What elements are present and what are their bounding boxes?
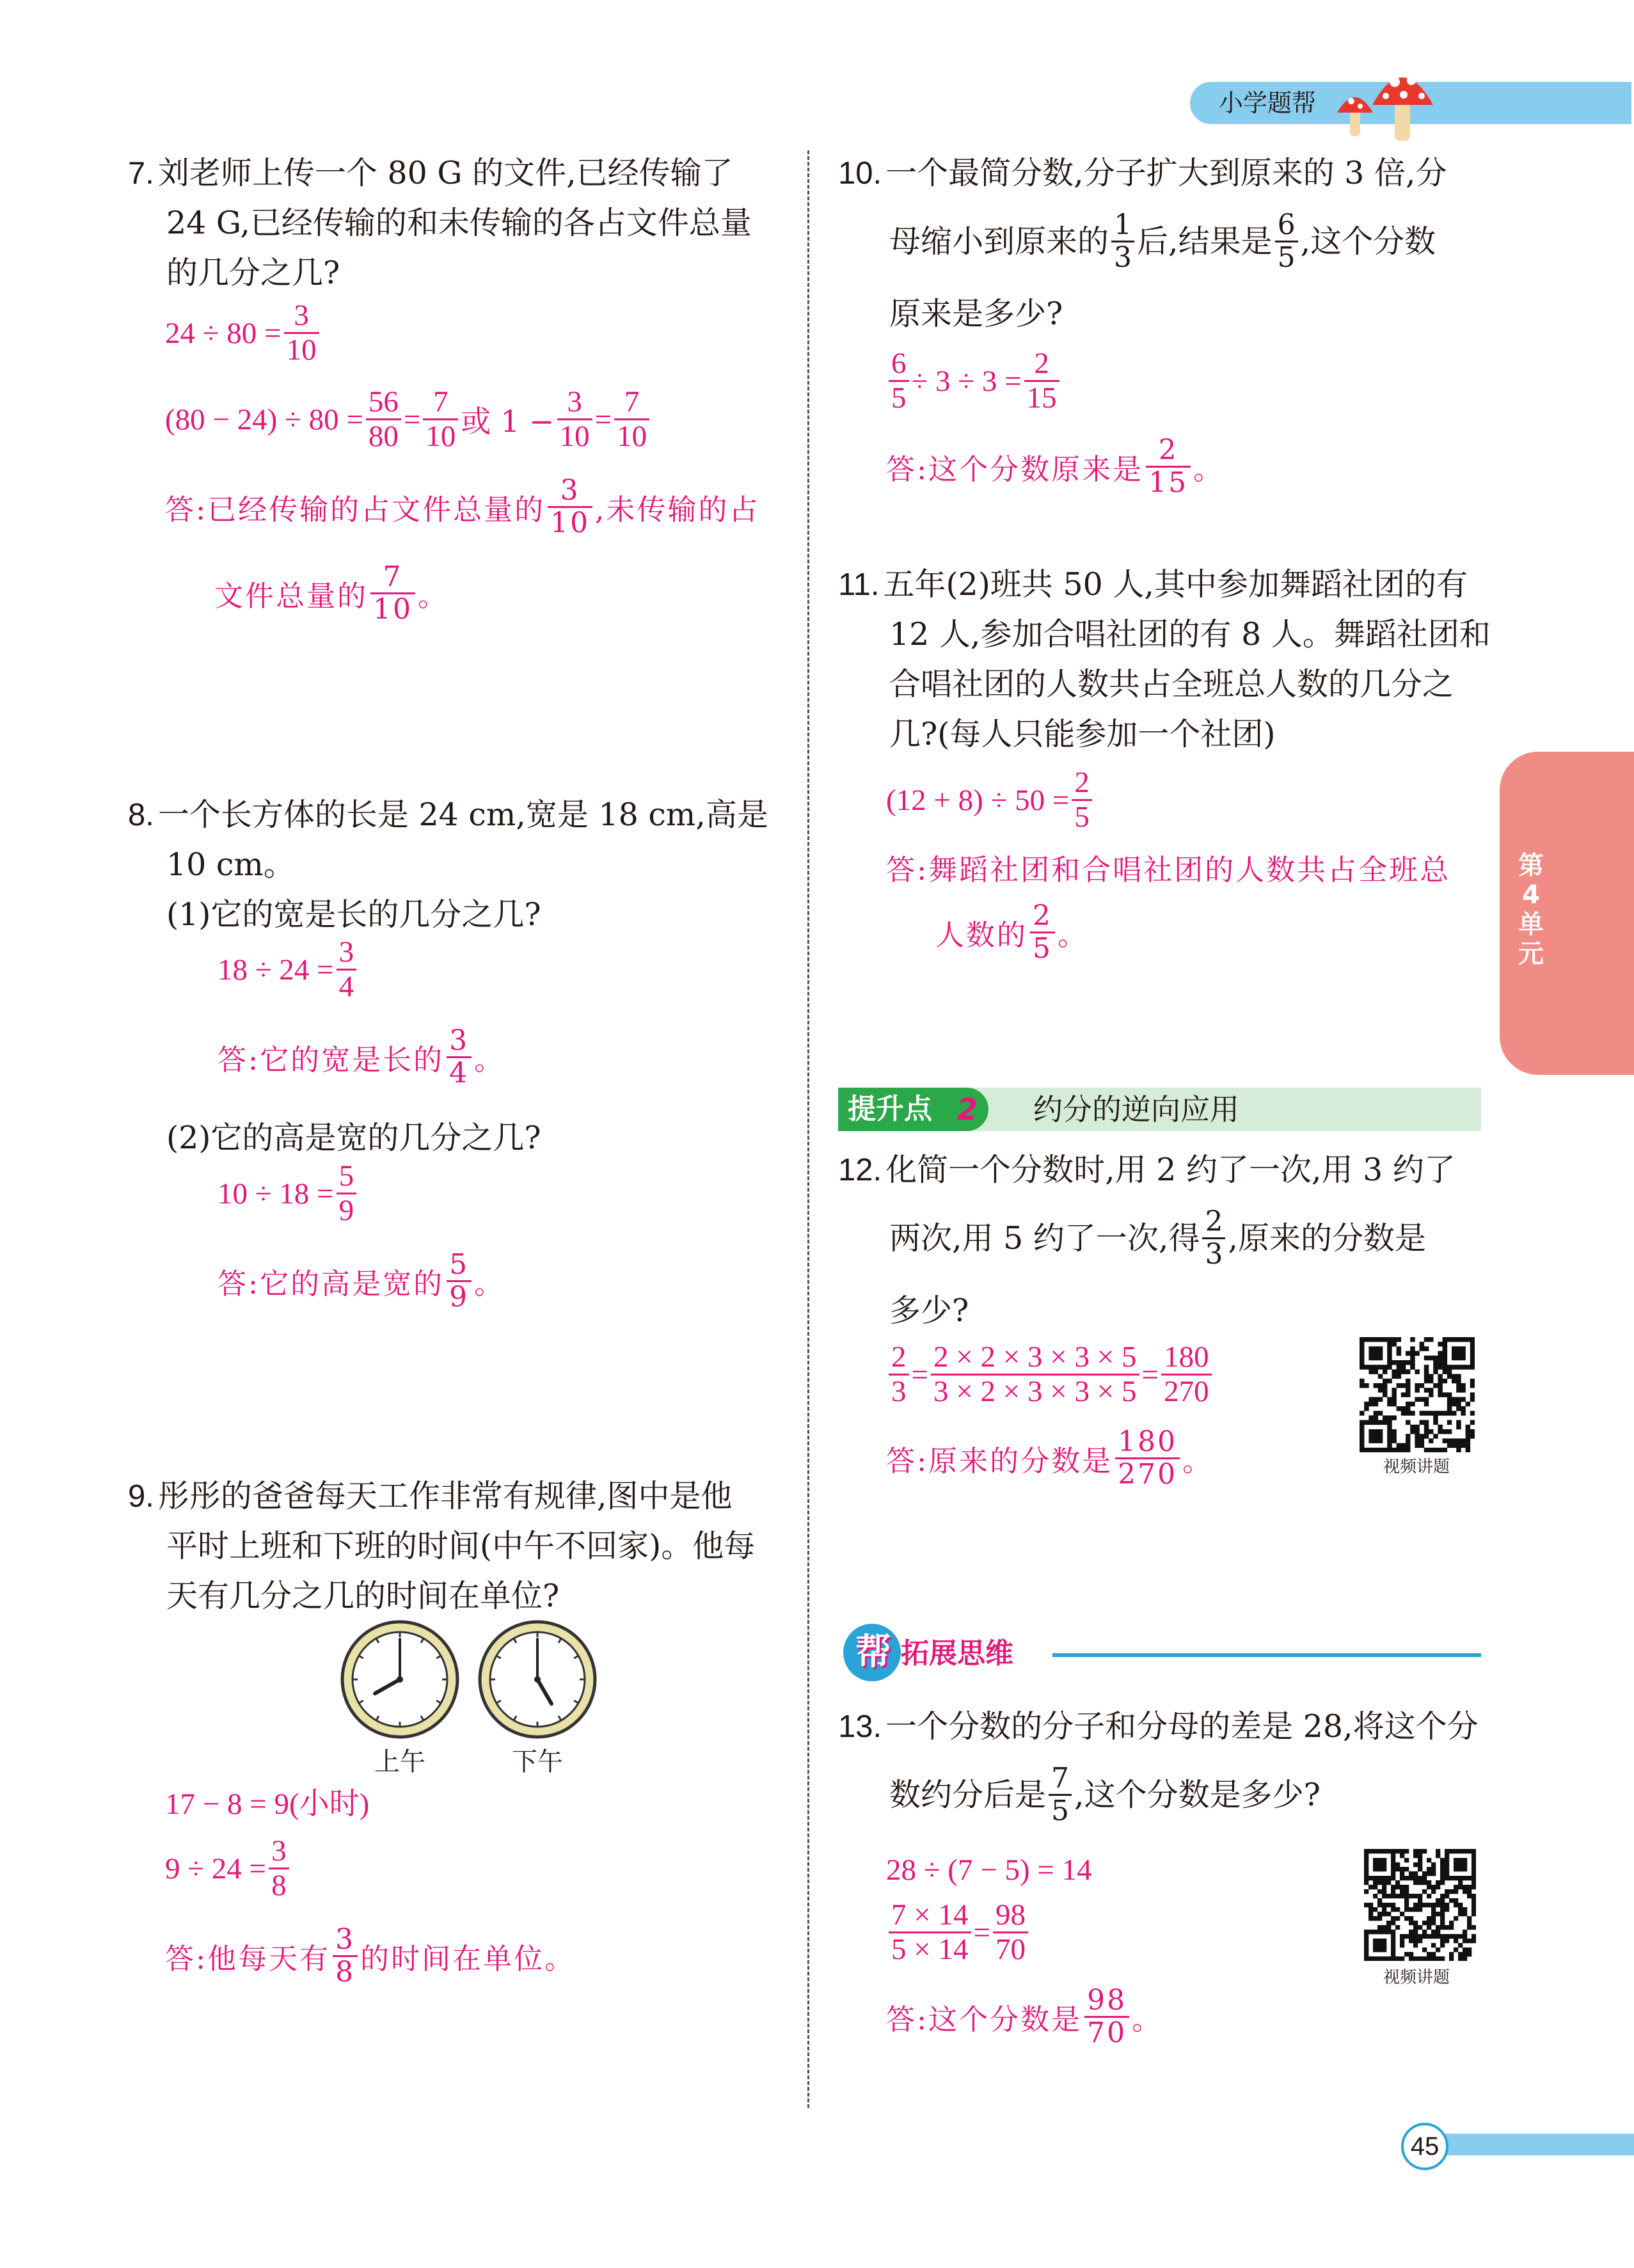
q8-part-2: (2)它的高是宽的几分之几? xyxy=(166,1120,541,1156)
q10-line-3: 原来是多少? xyxy=(889,296,1063,332)
q13-line-2: 数约分后是 $\frac{7}{5}$ ,这个分数是多少? xyxy=(889,1762,1321,1827)
q13-step-1: 28 ÷ (7 − 5) = 14 xyxy=(886,1853,1092,1887)
qr-label: 视频讲题 xyxy=(1383,1968,1450,1987)
expand-rule xyxy=(1052,1653,1481,1657)
clock-afternoon-icon xyxy=(477,1619,598,1740)
question-9: 9. 彤彤的爸爸每天工作非常有规律,图中是他 平时上班和下班的时间(中午不回家)。他每 天有几分之几的时间在单位? xyxy=(128,1478,756,1614)
section-label-text: 提升点 xyxy=(848,1093,932,1125)
qr-code-icon[interactable] xyxy=(1360,1337,1475,1452)
header-brand: 小学题帮 xyxy=(1219,89,1317,117)
clock-morning-icon xyxy=(339,1619,461,1740)
q10-step: $\frac{6}{5}$ ÷ 3 ÷ 3 = $\frac{2}{15}$ xyxy=(886,349,1062,413)
clock-2-label: 下午 xyxy=(512,1747,563,1777)
footer-bar xyxy=(1427,2134,1634,2155)
q8-step-2: 10 ÷ 18 = $\frac{5}{9}$ xyxy=(218,1161,359,1226)
expand-badge-text: 帮 xyxy=(855,1631,891,1673)
q7-step-2: (80 − 24) ÷ 80 = $\frac{56}{80}$ = $\frac{7}{10}$ 或 1 − $\frac{3}{10}$ = $\frac{7}{10}$ xyxy=(165,387,652,452)
q9-answer: 答:他每天有 $\frac{3}{8}$ 的时间在单位。 xyxy=(165,1923,576,1988)
q11-answer-line-1: 答:舞蹈社团和合唱社团的人数共占全班总 xyxy=(886,853,1451,887)
q13-step-2: $\frac{7 \times 14}{5 \times 14}$ = $\frac{98}{70}$ xyxy=(886,1900,1031,1965)
q8-answer-1: 答:它的宽是长的 $\frac{3}{4}$ 。 xyxy=(218,1024,505,1090)
q8-step-1: 18 ÷ 24 = $\frac{3}{4}$ xyxy=(218,937,359,1002)
expand-title: 拓展思维 xyxy=(901,1637,1013,1670)
column-divider xyxy=(807,150,809,2108)
section-number: 2 xyxy=(957,1092,978,1127)
question-13: 13. 一个分数的分子和分母的差是 28,将这个分 xyxy=(838,1708,1479,1745)
clock-1-label: 上午 xyxy=(374,1747,425,1777)
q12-step: $\frac{2}{3}$ = $\frac{2 \times 2 \times 3 \times 3 \times 5}{3 \times 2 \times 3 \times 3 \times 5}$ = $\frac{180}{270}$ xyxy=(886,1342,1214,1407)
q13-answer: 答:这个分数是 $\frac{98}{70}$ 。 xyxy=(886,1984,1163,2049)
q8-answer-2: 答:它的高是宽的 $\frac{5}{9}$ 。 xyxy=(218,1248,505,1313)
qr-label: 视频讲题 xyxy=(1383,1457,1450,1477)
q7-answer-line-2: 文件总量的 $\frac{7}{10}$ 。 xyxy=(214,560,449,626)
q12-line-3: 多少? xyxy=(889,1292,969,1329)
section-title: 约分的逆向应用 xyxy=(1033,1092,1239,1127)
q7-answer-line-1: 答:已经传输的占文件总量的 $\frac{3}{10}$ ,未传输的占 xyxy=(165,474,760,539)
mushroom-icon xyxy=(1337,56,1452,146)
q11-step: (12 + 8) ÷ 50 = $\frac{2}{5}$ xyxy=(886,768,1095,832)
q12-answer: 答:原来的分数是 $\frac{180}{270}$ 。 xyxy=(886,1425,1214,1491)
q7-step-1: 24 ÷ 80 = $\frac{3}{10}$ xyxy=(165,301,322,365)
question-12: 12. 化简一个分数时,用 2 约了一次,用 3 约了 xyxy=(838,1152,1456,1188)
unit-tab-label: 第 4 单元 xyxy=(1518,851,1544,969)
page-number: 45 xyxy=(1410,2132,1440,2161)
question-11: 11. 五年(2)班共 50 人,其中参加舞蹈社团的有 12 人,参加合唱社团的有 8 人。舞蹈社团和 合唱社团的人数共占全班总人数的几分之 几?(每人只能参加一个社团) xyxy=(838,566,1491,752)
q9-step-1: 17 − 8 = 9(小时) xyxy=(165,1788,370,1821)
q11-answer-line-2: 人数的 $\frac{2}{5}$ 。 xyxy=(935,900,1089,965)
question-7: 7. 刘老师上传一个 80 G 的文件,已经传输了 24 G,已经传输的和未传输的各占文件总量 的几分之几? xyxy=(128,155,752,291)
q10-answer: 答:这个分数原来是 $\frac{2}{15}$ 。 xyxy=(886,434,1225,499)
q10-line-2: 母缩小到原来的 $\frac{1}{3}$ 后,结果是 $\frac{6}{5}$ ,这个分数 xyxy=(889,209,1436,274)
question-10: 10. 一个最简分数,分子扩大到原来的 3 倍,分 xyxy=(838,155,1447,191)
fraction: $\frac{3}{10}$ xyxy=(284,301,319,365)
q12-line-2: 两次,用 5 约了一次,得 $\frac{2}{3}$ ,原来的分数是 xyxy=(889,1205,1427,1271)
question-8: 8. 一个长方体的长是 24 cm,宽是 18 cm,高是 10 cm。 (1)它的宽是长的几分之几? xyxy=(128,797,768,933)
qr-code-icon[interactable] xyxy=(1364,1849,1476,1961)
q9-step-2: 9 ÷ 24 = $\frac{3}{8}$ xyxy=(165,1836,292,1901)
